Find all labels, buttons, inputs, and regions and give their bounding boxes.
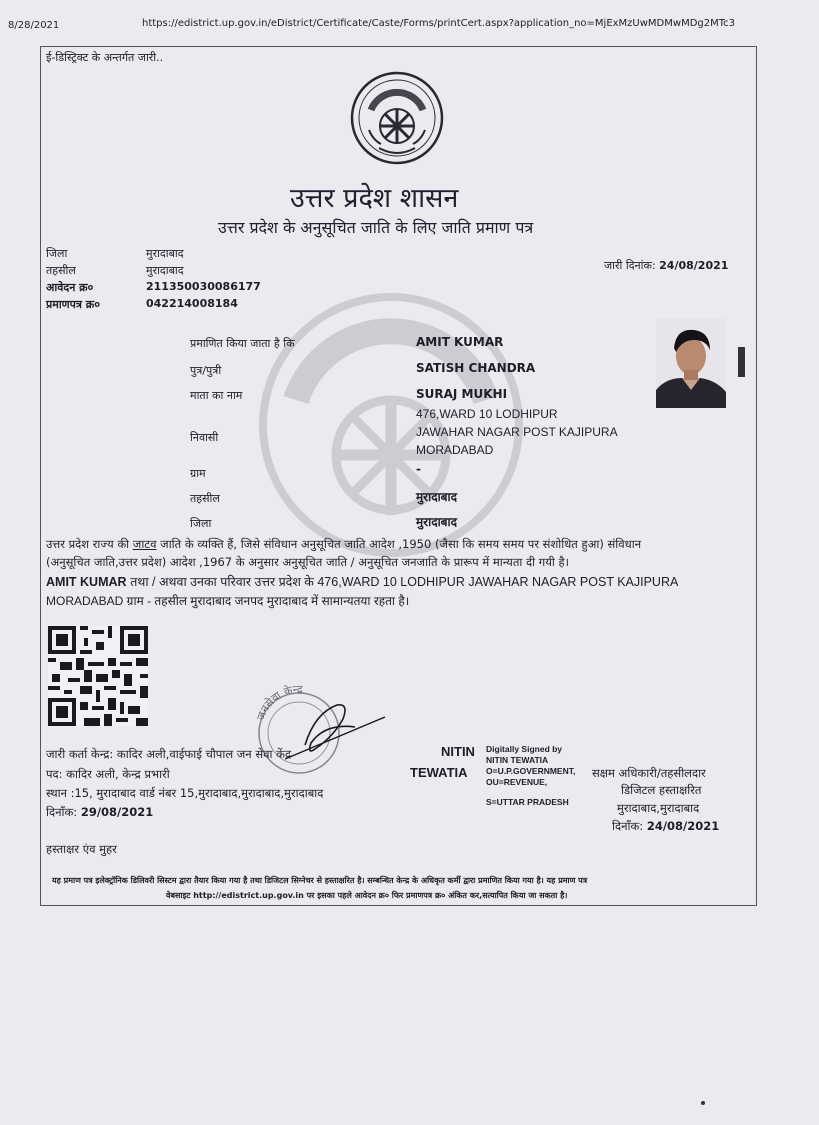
- village-value: -: [416, 462, 421, 476]
- father-name: SATISH CHANDRA: [416, 361, 536, 375]
- statement-line-3-rest: तथा / अथवा उनका परिवार उत्तर प्रदेश के 476,WARD 10 LODHIPUR JAWAHAR NAGAR POST KAJIPURA: [130, 575, 679, 589]
- issuer-date: [46, 805, 153, 820]
- page-title: उत्तर प्रदेश शासन: [290, 183, 459, 214]
- statement-holder-name: AMIT KUMAR: [46, 575, 127, 589]
- issuer-date-label: दिनाँक:: [46, 805, 78, 819]
- photo-edge-mark: [738, 347, 745, 377]
- mother-label: माता का नाम: [190, 389, 243, 402]
- print-date: 8/28/2021: [8, 20, 60, 31]
- print-url: https://edistrict.up.gov.in/eDistrict/Certificate/Caste/Forms/printCert.aspx?application_no=MjExMzUwMDMwMDg2MTc3: [142, 18, 735, 29]
- issuer-center: जारी कर्ता केन्द्र: कादिर अली,वाईफाई चौपाल जन सेवा केंद्र: [46, 747, 292, 761]
- issue-date-label: जारी दिनांक:: [604, 259, 656, 272]
- statement-line-4: MORADABAD ग्राम - तहसील मुरादाबाद जनपद मुरादाबाद में सामान्यतया रहता है।: [46, 594, 410, 608]
- digitally-signed-by: Digitally Signed by: [486, 744, 563, 754]
- address-line-3: MORADABAD: [416, 443, 494, 457]
- statement-line-2: (अनुसूचित जाति,उत्तर प्रदेश) आदेश ,1967 के अनुसार अनुसूचित जाति / अनुसूचित जनजाति के प्रारूप में मान्यता दी गयी है।: [46, 555, 569, 569]
- resident-label: निवासी: [190, 431, 219, 444]
- authority-date: [612, 819, 719, 834]
- certificate-subtitle: उत्तर प्रदेश के अनुसूचित जाति के लिए जाति प्रमाण पत्र: [218, 218, 534, 237]
- issuer-place: स्थान :15, मुरादाबाद वार्ड नंबर 15,मुरादाबाद,मुरादाबाद,मुरादाबाद: [46, 786, 324, 800]
- digital-signer-org: O=U.P.GOVERNMENT,: [486, 766, 576, 776]
- statement-line-1-post: जाति के व्यक्ति हैं, जिसे संविधान अनुसूचित जाति आदेश ,1950 (जैसा कि समय समय पर संशोधित हुआ) संविधान: [160, 537, 642, 551]
- address-line-1: 476,WARD 10 LODHIPUR: [416, 407, 558, 421]
- meta-tehsil-value: मुरादाबाद: [146, 264, 184, 277]
- digital-signer-last-name: TEWATIA: [410, 765, 468, 780]
- qr-code[interactable]: [48, 626, 148, 726]
- issue-date-value: 24/08/2021: [659, 259, 729, 272]
- authority-title: सक्षम अधिकारी/तहसीलदार: [592, 766, 706, 780]
- digital-signer-ou: OU=REVENUE,: [486, 777, 548, 787]
- sign-and-seal-label: हस्ताक्षर एंव मुहर: [46, 842, 117, 856]
- details-district-label: जिला: [190, 517, 212, 530]
- authority-date-value: 24/08/2021: [646, 819, 720, 833]
- disclaimer-line-2: वेबसाइट http://edistrict.up.gov.in पर इसका पहले आवेदन क्र० फिर प्रमाणपत्र क्र० अंकित कर,सत्यापित किया जा सकता है।: [166, 891, 568, 900]
- address-line-2: JAWAHAR NAGAR POST KAJIPURA: [416, 425, 618, 439]
- scan-speck: [701, 1101, 705, 1105]
- issuer-seal-signature: [245, 683, 395, 783]
- meta-certificate-label: प्रमाणपत्र क्र०: [46, 298, 100, 311]
- certify-label: प्रमाणित किया जाता है कि: [190, 337, 295, 350]
- authority-signed: डिजिटल हस्ताक्षरित: [621, 783, 702, 797]
- authority-date-label: दिनाँक:: [612, 819, 644, 833]
- village-label: ग्राम: [190, 467, 206, 480]
- authority-place: मुरादाबाद,मुरादाबाद: [617, 801, 700, 815]
- relation-label: पुत्र/पुत्री: [190, 364, 222, 377]
- edistrict-note: ई-डिस्ट्रिक्ट के अन्तर्गत जारी..: [46, 51, 164, 64]
- meta-district-label: जिला: [46, 247, 68, 260]
- details-tehsil-value: मुरादाबाद: [416, 490, 458, 504]
- holder-name: AMIT KUMAR: [416, 335, 504, 349]
- statement-line-3: [46, 573, 678, 590]
- issue-date: [604, 258, 728, 273]
- statement-line-1-pre: उत्तर प्रदेश राज्य की: [46, 537, 130, 551]
- applicant-photo: [656, 318, 726, 408]
- details-district-value: मुरादाबाद: [416, 515, 458, 529]
- disclaimer-line-1: यह प्रमाण पत्र इलेक्ट्रॉनिक डिलिवरी सिस्टम द्वारा तैयार किया गया है तथा डिजिटल सिग्नेचर से हस्ताक्षरित है। सम्बन्धित केन्द्र के अधिकृत कर्मी द्वारा प्रमाणित किया गया है। यह प्रमाण पत्र: [52, 876, 588, 885]
- mother-name: SURAJ MUKHI: [416, 387, 508, 401]
- digital-signer-state: S=UTTAR PRADESH: [486, 797, 569, 807]
- issuer-date-value: 29/08/2021: [80, 805, 154, 819]
- statement-line-1: [46, 537, 641, 552]
- meta-application-label: आवेदन क्र०: [46, 281, 94, 294]
- digital-signer-first-name: NITIN: [441, 744, 475, 759]
- digital-signer-name: NITIN TEWATIA: [486, 755, 549, 765]
- details-tehsil-label: तहसील: [190, 492, 220, 505]
- issuer-position: पद: कादिर अली, केन्द्र प्रभारी: [46, 767, 170, 781]
- seal-text: जनसेवा केन्द्र: [254, 683, 303, 722]
- meta-district-value: मुरादाबाद: [146, 247, 184, 260]
- caste-name: जाटव: [132, 537, 157, 551]
- up-government-emblem-icon: [349, 70, 445, 166]
- meta-certificate-value: 042214008184: [146, 297, 238, 310]
- meta-application-value: 211350030086177: [146, 280, 261, 293]
- meta-tehsil-label: तहसील: [46, 264, 76, 277]
